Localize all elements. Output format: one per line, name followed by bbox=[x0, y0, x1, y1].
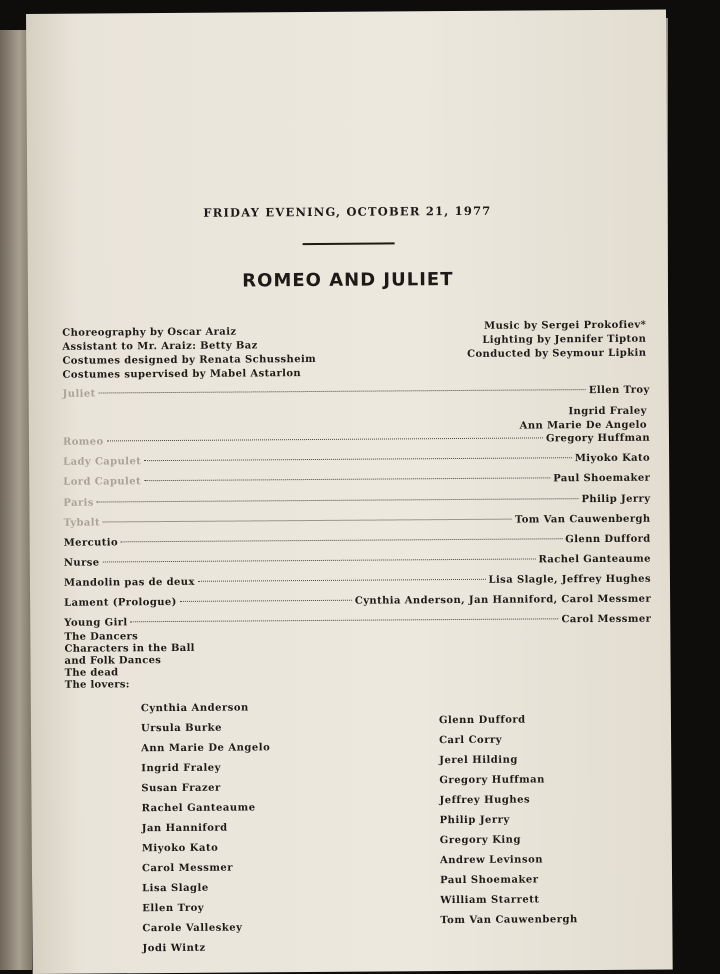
cast-row bbox=[63, 453, 650, 471]
dancer-name: William Starrett bbox=[440, 894, 540, 907]
dancer-name: Philip Jerry bbox=[439, 814, 510, 827]
program-page bbox=[26, 10, 673, 974]
dancer-name: Gregory Huffman bbox=[439, 774, 545, 787]
cast-row bbox=[64, 614, 651, 632]
dot-leader bbox=[102, 557, 535, 562]
ballet-title: ROMEO AND JULIET bbox=[242, 269, 454, 292]
cast-row bbox=[64, 574, 651, 592]
dancer-name: Paul Shoemaker bbox=[440, 874, 539, 887]
dot-leader bbox=[198, 578, 486, 582]
credit-costume-supervision: Costumes supervised by Mabel Astarlon bbox=[62, 368, 302, 381]
cast-row bbox=[63, 385, 650, 403]
ensemble-roles bbox=[64, 631, 195, 692]
dot-leader bbox=[97, 497, 579, 502]
cast-role: Mercutio bbox=[63, 537, 119, 549]
cast-role: Young Girl bbox=[64, 617, 128, 629]
cast-role: Paris bbox=[63, 497, 94, 509]
credit-conductor: Conducted by Seymour Lipkin bbox=[467, 347, 647, 360]
credit-lighting: Lighting by Jennifer Tipton bbox=[482, 333, 647, 346]
cast-role: Lady Capulet bbox=[63, 456, 142, 468]
credit-costume-design: Costumes designed by Renata Schussheim bbox=[62, 353, 317, 367]
dancers-right-column bbox=[439, 710, 578, 931]
cast-performer: Philip Jerry bbox=[581, 493, 651, 506]
cast-role: Juliet bbox=[62, 388, 96, 400]
dot-leader bbox=[180, 599, 352, 602]
cast-row bbox=[63, 433, 650, 451]
dancer-name: Carole Valleskey bbox=[142, 922, 243, 935]
cast-role: Lament (Prologue) bbox=[64, 596, 177, 609]
dancer-name: Gregory King bbox=[439, 834, 521, 847]
dancers-left-column bbox=[141, 702, 272, 963]
credit-choreography: Choreography by Oscar Araiz bbox=[62, 326, 237, 339]
cast-performer: Cynthia Anderson, Jan Hanniford, Carol Messmer bbox=[354, 593, 652, 607]
dancer-name: Tom Van Cauwenbergh bbox=[440, 914, 578, 927]
dancer-name: Jeffrey Hughes bbox=[439, 794, 531, 807]
cast-row bbox=[63, 494, 650, 512]
dot-leader bbox=[107, 436, 543, 441]
dancer-name: Carl Corry bbox=[439, 734, 503, 747]
dot-leader bbox=[144, 476, 550, 481]
dancer-name: Jan Hanniford bbox=[141, 822, 228, 835]
juliet-alternate-2: Ann Marie De Angelo bbox=[519, 419, 647, 432]
cast-role: Nurse bbox=[63, 557, 100, 569]
dancer-name: Lisa Slagle bbox=[142, 882, 209, 895]
cast-performer: Gregory Huffman bbox=[545, 432, 651, 445]
dot-leader bbox=[121, 537, 562, 542]
cast-row bbox=[64, 534, 651, 552]
cast-role: Mandolin pas de deux bbox=[63, 576, 195, 589]
dancer-name: Ingrid Fraley bbox=[141, 762, 221, 775]
ensemble-role: Characters in the Ball bbox=[64, 642, 195, 655]
credit-music: Music by Sergei Prokofiev* bbox=[484, 319, 647, 332]
cast-performer: Carol Messmer bbox=[561, 613, 652, 626]
cast-performer: Rachel Ganteaume bbox=[538, 553, 651, 566]
cast-row bbox=[64, 594, 651, 612]
dancer-name: Ann Marie De Angelo bbox=[141, 742, 271, 755]
credit-assistant: Assistant to Mr. Araiz: Betty Baz bbox=[62, 340, 258, 353]
dancer-name: Cynthia Anderson bbox=[140, 702, 249, 715]
dancer-name: Glenn Dufford bbox=[438, 714, 526, 727]
cast-performer: Lisa Slagle, Jeffrey Hughes bbox=[488, 573, 651, 586]
ensemble-role: The dead bbox=[64, 667, 119, 679]
cast-performer: Miyoko Kato bbox=[574, 452, 651, 465]
dancer-name: Jerel Hilding bbox=[439, 754, 518, 767]
cast-row bbox=[64, 514, 651, 532]
cast-role: Tybalt bbox=[63, 517, 101, 529]
dancer-name: Ellen Troy bbox=[142, 902, 205, 915]
dot-leader bbox=[103, 518, 512, 523]
dot-leader bbox=[99, 388, 586, 393]
cast-performer: Glenn Dufford bbox=[565, 533, 651, 546]
dancer-name: Andrew Levinson bbox=[439, 854, 544, 867]
cast-row bbox=[64, 554, 651, 572]
ensemble-role: The Dancers bbox=[64, 631, 139, 643]
dancer-name: Ursula Burke bbox=[140, 722, 222, 735]
dancer-name: Susan Frazer bbox=[141, 782, 221, 795]
dancer-name: Jodi Wintz bbox=[142, 942, 206, 955]
cast-performer: Paul Shoemaker bbox=[553, 472, 651, 485]
dancer-name: Miyoko Kato bbox=[141, 842, 219, 855]
cast-performer: Ellen Troy bbox=[588, 384, 650, 397]
dancer-name: Rachel Ganteaume bbox=[141, 802, 256, 815]
ensemble-role: and Folk Dances bbox=[64, 655, 162, 667]
cast-role: Romeo bbox=[62, 436, 104, 448]
cast-role: Lord Capulet bbox=[63, 476, 142, 488]
ensemble-role: The lovers: bbox=[64, 679, 130, 691]
juliet-alternate-1: Ingrid Fraley bbox=[568, 405, 647, 418]
dot-leader bbox=[144, 456, 572, 461]
dancer-name: Carol Messmer bbox=[141, 862, 234, 875]
dot-leader bbox=[131, 617, 559, 622]
cast-performer: Tom Van Cauwenbergh bbox=[514, 513, 651, 526]
performance-date: FRIDAY EVENING, OCTOBER 21, 1977 bbox=[203, 203, 492, 220]
title-divider bbox=[303, 242, 395, 245]
cast-row bbox=[63, 473, 650, 491]
